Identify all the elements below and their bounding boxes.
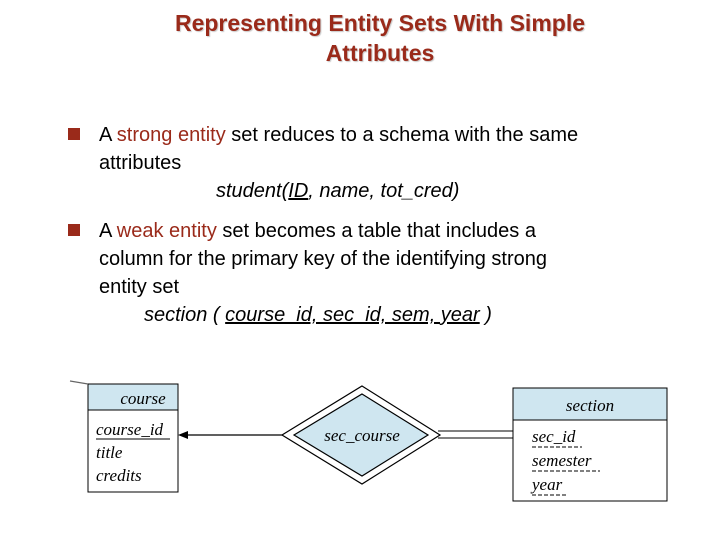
student-schema-rest: , name, tot_cred) — [308, 180, 460, 202]
section-entity-name: section — [565, 396, 615, 415]
bullet-2-pre: A — [99, 220, 117, 242]
arrow-to-course — [178, 431, 282, 439]
bullet-1-line1-rest: set reduces to a schema with the same — [225, 124, 579, 146]
course-connector-line — [70, 381, 88, 384]
bullet-2-line1-rest: set becomes a table that includes a — [216, 220, 536, 242]
bullet-2-line2: column for the primary key of the identifying strong — [99, 248, 547, 270]
bullet-1-pre: A — [99, 124, 117, 146]
course-entity — [70, 381, 178, 492]
relationship-name: sec_course — [324, 426, 400, 445]
strong-entity-highlight: strong entity — [116, 124, 226, 146]
course-entity-name: course — [120, 389, 166, 408]
weak-entity-highlight: weak entity — [116, 220, 217, 242]
title-line-1: Representing Entity Sets With Simple — [174, 10, 586, 36]
course-attr-title: title — [96, 443, 123, 462]
section-schema-key: course_id, sec_id, sem, year — [225, 304, 480, 326]
sec-course-relationship — [282, 386, 440, 484]
student-schema-key: ID — [288, 180, 309, 202]
section-attr-sec-id: sec_id — [532, 427, 576, 446]
bullet-1-line2: attributes — [99, 152, 182, 174]
section-attr-semester: semester — [532, 451, 592, 470]
title-line-2: Attributes — [325, 40, 435, 66]
bullet-2-line3: entity set — [99, 276, 180, 298]
course-attr-credits: credits — [96, 466, 142, 485]
course-attr-course-id: course_id — [96, 420, 164, 439]
section-schema-rest: ) — [479, 304, 492, 326]
section-entity — [513, 388, 667, 501]
student-schema-prefix: student( — [216, 180, 289, 202]
weak-entity-double-line — [438, 431, 513, 438]
section-schema-prefix: section ( — [144, 304, 226, 326]
section-attr-year: year — [532, 475, 563, 494]
